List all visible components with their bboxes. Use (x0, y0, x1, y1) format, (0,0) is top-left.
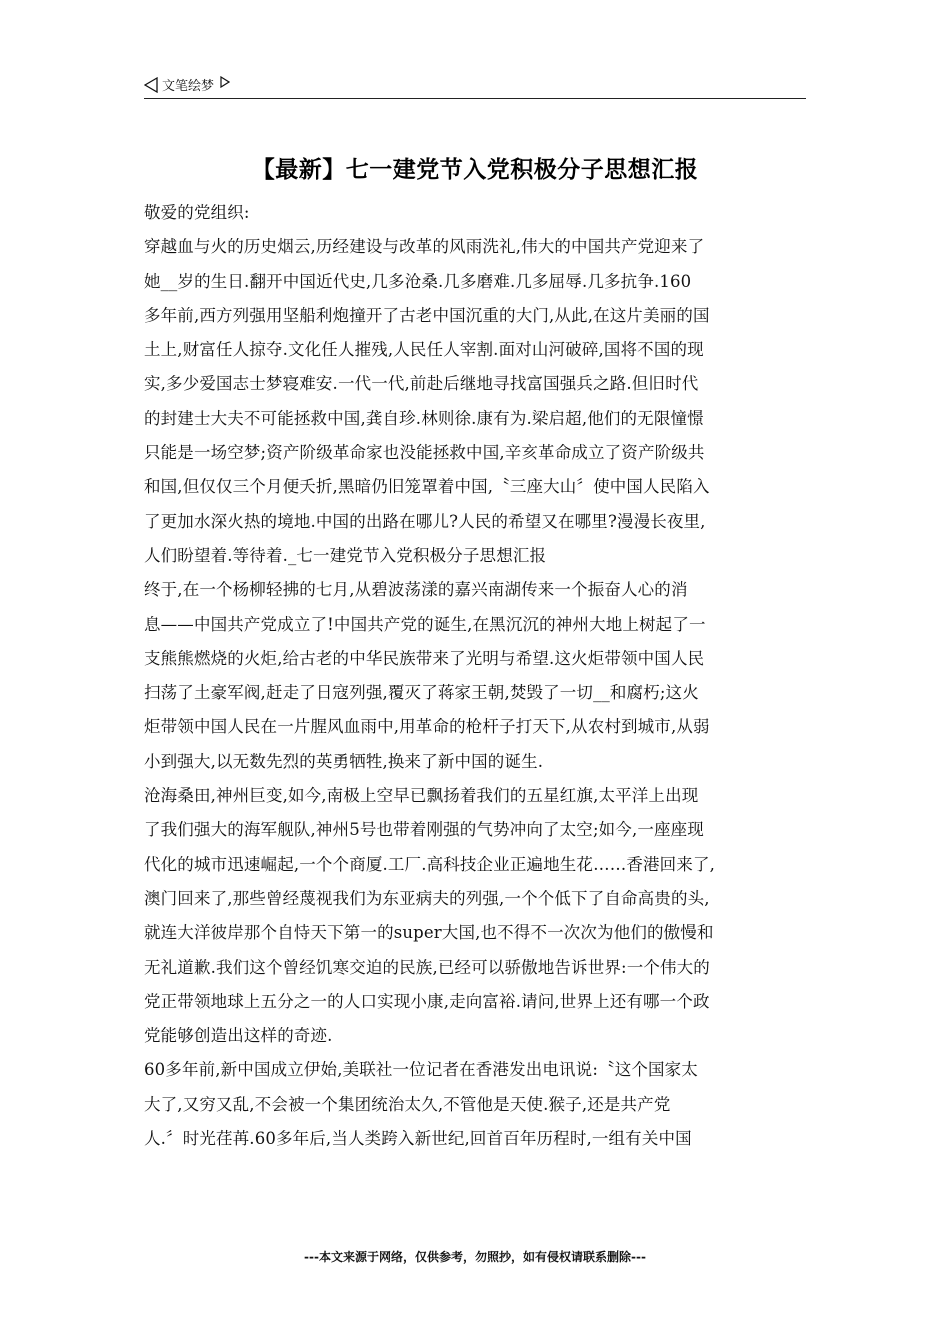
text-line: 穿越血与火的历史烟云,历经建设与改革的风雨洗礼,伟大的中国共产党迎来了 (144, 237, 705, 257)
text-line: 多年前,西方列强用坚船利炮撞开了古老中国沉重的大门,从此,在这片美丽的国 (144, 305, 710, 325)
text-line: 了更加水深火热的境地.中国的出路在哪儿?人民的希望又在哪里?漫漫长夜里, (144, 511, 706, 531)
text-line: 沧海桑田,神州巨变,如今,南极上空早已飘扬着我们的五星红旗,太平洋上出现 (144, 786, 699, 806)
header-brand (144, 75, 230, 94)
document-title: 【最新】七一建党节入党积极分子思想汇报 (251, 157, 699, 183)
text-line: 只能是一场空梦;资产阶级革命家也没能拯救中国,辛亥革命成立了资产阶级共 (144, 443, 705, 463)
text-line: 她__岁的生日.翻开中国近代史,几多沧桑.几多磨难.几多屈辱.几多抗争.160 (144, 271, 692, 291)
text-line: 终于,在一个杨柳轻拂的七月,从碧波荡漾的嘉兴南湖传来一个振奋人心的消 (144, 580, 688, 600)
text-line: 敬爱的党组织: (144, 203, 250, 222)
text-line: 小到强大,以无数先烈的英勇牺牲,换来了新中国的诞生. (144, 751, 544, 771)
text-line: 了我们强大的海军舰队,神州5号也带着刚强的气势冲向了太空;如今,一座座现 (144, 820, 704, 840)
text-line: 代化的城市迅速崛起,一个个商厦.工厂.高科技企业正遍地生花……香港回来了, (144, 854, 716, 874)
text-line: 人.〞时光荏苒.60多年后,当人类跨入新世纪,回首百年历程时,一组有关中国 (144, 1129, 692, 1149)
triangle-right-icon (220, 76, 230, 88)
text-line: 炬带领中国人民在一片腥风血雨中,用革命的枪杆子打天下,从农村到城市,从弱 (144, 717, 710, 737)
text-line: 和国,但仅仅三个月便夭折,黑暗仍旧笼罩着中国,〝三座大山〞使中国人民陷入 (144, 477, 710, 497)
text-line: 息——中国共产党成立了!中国共产党的诞生,在黑沉沉的神州大地上树起了一 (144, 614, 706, 634)
page-header (144, 72, 806, 99)
footer-disclaimer: ---本文来源于网络，仅供参考，勿照抄，如有侵权请联系删除--- (304, 1250, 646, 1264)
document-body (144, 196, 806, 1156)
triangle-left-icon (144, 77, 158, 93)
text-line: 人们盼望着.等待着._七一建党节入党积极分子思想汇报 (144, 545, 547, 565)
text-line: 就连大洋彼岸那个自恃天下第一的super大国,也不得不一次次为他们的傲慢和 (144, 923, 714, 943)
text-line: 无礼道歉.我们这个曾经饥寒交迫的民族,已经可以骄傲地告诉世界:一个伟大的 (144, 957, 710, 977)
text-line: 实,多少爱国志士梦寝难安.一代一代,前赴后继地寻找富国强兵之路.但旧时代 (144, 374, 699, 394)
text-line: 土上,财富任人掠夺.文化任人摧残,人民任人宰割.面对山河破碎,国将不国的现 (144, 340, 704, 360)
text-line: 党正带领地球上五分之一的人口实现小康,走向富裕.请问,世界上还有哪一个政 (144, 991, 710, 1011)
text-line: 60多年前,新中国成立伊始,美联社一位记者在香港发出电讯说:〝这个国家太 (144, 1060, 698, 1080)
text-line: 澳门回来了,那些曾经蔑视我们为东亚病夫的列强,一个个低下了自命高贵的头, (144, 888, 710, 908)
text-line: 大了,又穷又乱,不会被一个集团统治太久,不管他是天使.猴子,还是共产党 (144, 1094, 671, 1114)
text-line: 扫荡了土豪军阀,赶走了日寇列强,覆灭了蒋家王朝,焚毁了一切__和腐朽;这火 (144, 683, 699, 703)
text-line: 支熊熊燃烧的火炬,给古老的中华民族带来了光明与希望.这火炬带领中国人民 (144, 648, 705, 668)
text-line: 的封建士大夫不可能拯救中国,龚自珍.林则徐.康有为.梁启超,他们的无限憧憬 (144, 408, 704, 428)
header-brand-text: 文笔绘梦 (162, 79, 215, 94)
text-line: 党能够创造出这样的奇迹. (144, 1026, 333, 1046)
